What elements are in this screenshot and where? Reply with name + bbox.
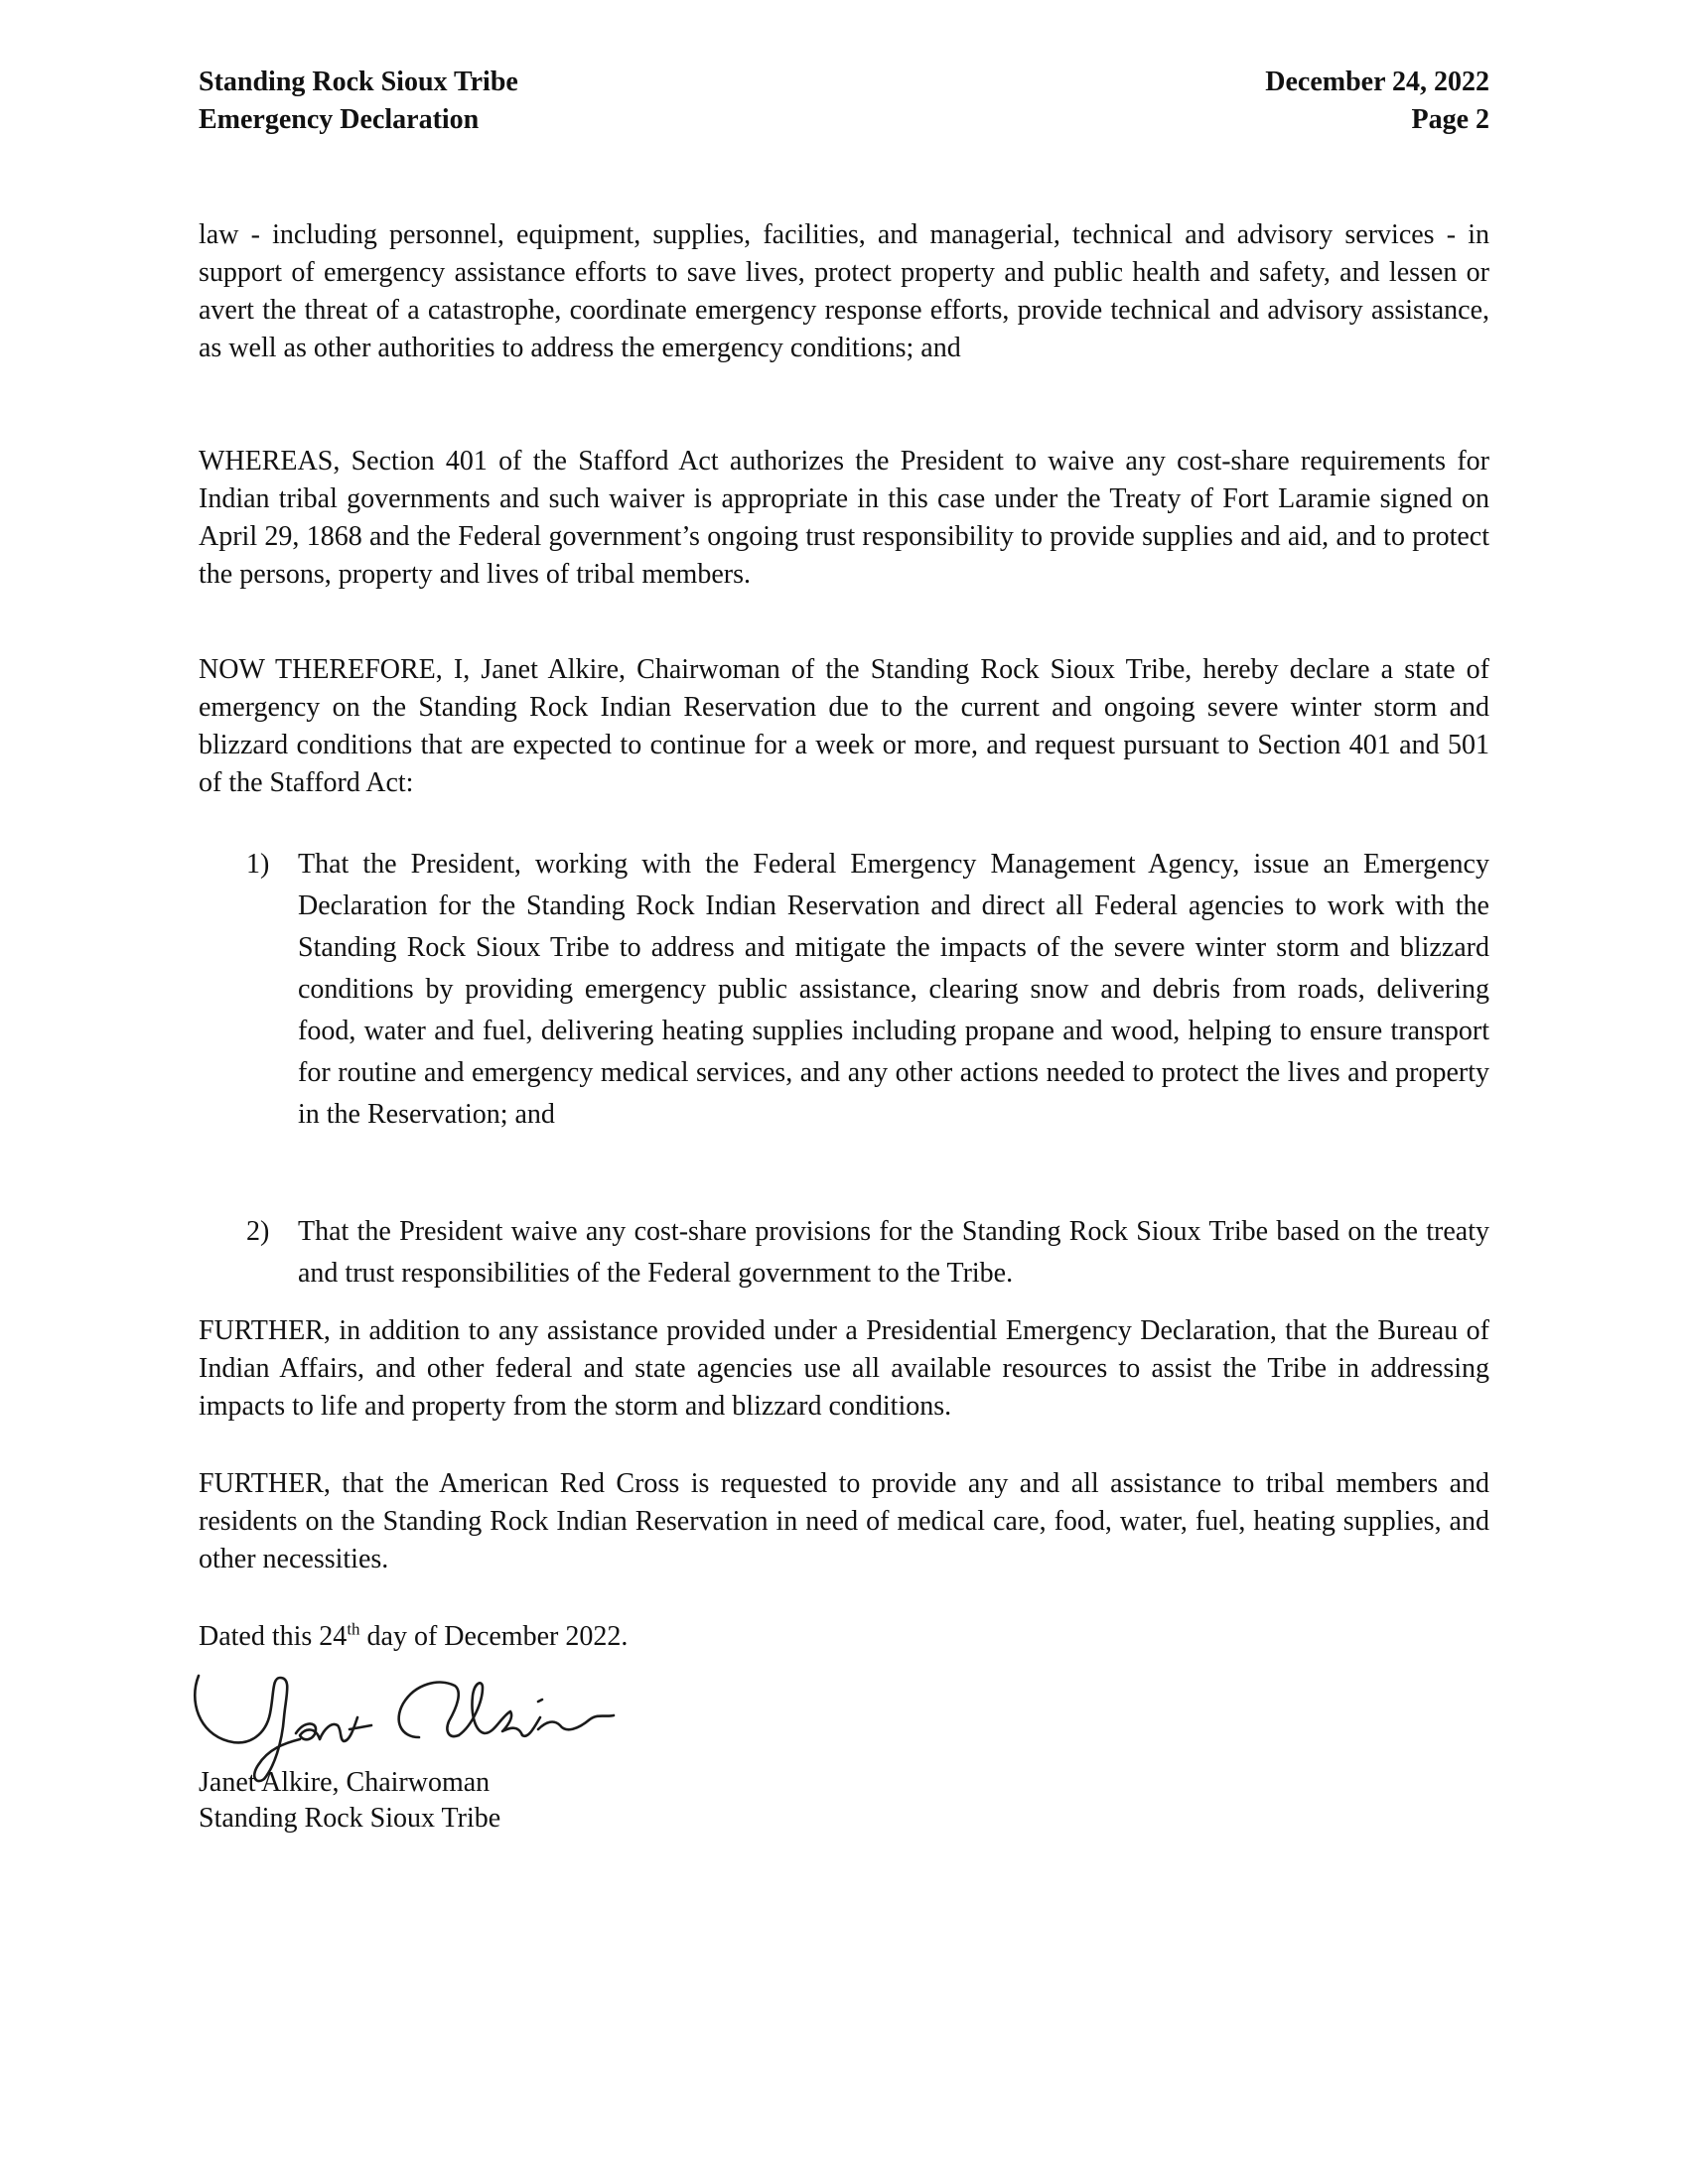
paragraph-now-therefore: NOW THEREFORE, I, Janet Alkire, Chairwoman of the Standing Rock Sioux Tribe, hereby declare a state of emergency on the Standing Rock Indian Reservation due to the current and ongoing severe winter storm and blizzard conditions that are expected to continue for a week or more, and request pursuant to Section 401 and 501 of the Stafford Act: xyxy=(199,654,1489,798)
request-number: 1) xyxy=(246,849,270,880)
paragraph-further-red-cross: FURTHER, that the American Red Cross is requested to provide any and all assistance to tribal members and residents on the Standing Rock Indian Reservation in need of medical care, food, water, fuel, heating supplies, and other necessities. xyxy=(199,1468,1489,1574)
paragraph-further-bia: FURTHER, in addition to any assistance provided under a Presidential Emergency Declaration, that the Bureau of Indian Affairs, and other federal and state agencies use all available resources to assist the Tribe in addressing impacts to life and property from the storm and blizzard conditions. xyxy=(199,1315,1489,1422)
request-text: That the President, working with the Federal Emergency Management Agency, issue an Emergency Declaration for the Standing Rock Indian Reservation and direct all Federal agencies to work with the Standing Rock Sioux Tribe to address and mitigate the impacts of the severe winter storm and blizzard conditions by providing emergency public assistance, clearing snow and debris from roads, delivering food, water and fuel, delivering heating supplies including propane and wood, helping to ensure transport for routine and emergency medical services, and any other actions needed to protect the lives and property in the Reservation; and xyxy=(298,849,1489,1130)
paragraph-whereas: WHEREAS, Section 401 of the Stafford Act authorizes the President to waive any cost-share requirements for Indian tribal governments and such waiver is appropriate in this case under the Treaty of Fort Laramie signed on April 29, 1868 and the Federal government’s ongoing trust responsibility to provide supplies and aid, and to protect the persons, property and lives of tribal members. xyxy=(199,446,1489,590)
request-number: 2) xyxy=(246,1216,270,1247)
request-text: That the President waive any cost-share provisions for the Standing Rock Sioux Tribe based on the treaty and trust responsibilities of the Federal government to the Tribe. xyxy=(298,1216,1489,1289)
signer-organization: Standing Rock Sioux Tribe xyxy=(199,1803,501,1834)
header-left xyxy=(199,64,518,139)
header-doc-title: Emergency Declaration xyxy=(199,104,480,135)
dated-line: Dated this 24th day of December 2022. xyxy=(199,1619,629,1652)
paragraph-continuation: law - including personnel, equipment, supplies, facilities, and managerial, technical and advisory services - in support of emergency assistance efforts to save lives, protect property and public health and safety, and lessen or avert the threat of a catastrophe, coordinate emergency response efforts, provide technical and advisory assistance, as well as other authorities to address the emergency conditions; and xyxy=(199,219,1489,363)
header-right xyxy=(1265,64,1489,139)
request-item-2 xyxy=(246,1211,1489,1295)
signer-name-title: Janet Alkire, Chairwoman xyxy=(199,1767,491,1798)
header-org: Standing Rock Sioux Tribe xyxy=(199,67,518,97)
header-date: December 24, 2022 xyxy=(1265,67,1489,97)
request-item-1 xyxy=(246,844,1489,1136)
header-page-number: Page 2 xyxy=(1411,104,1489,135)
signature-block xyxy=(199,1765,500,1837)
